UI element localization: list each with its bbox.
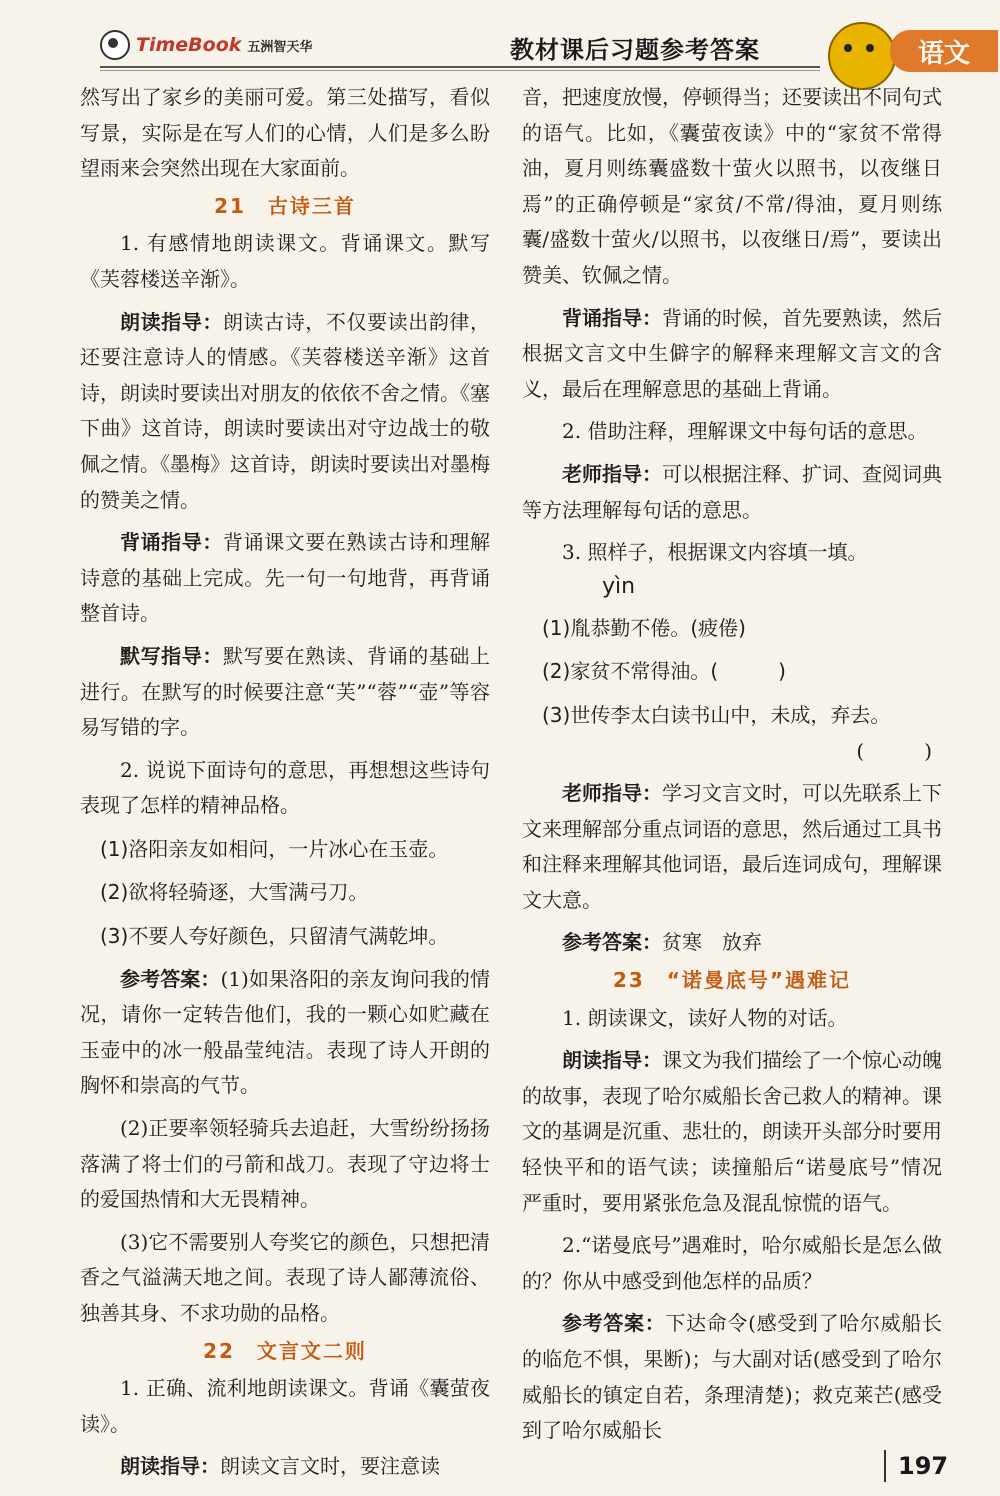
answer-21-3: (3)它不需要别人夸奖它的颜色，只想把清香之气溢满天地之间。表现了诗人鄙薄流俗、独善其身、不求功勋的品格。 — [80, 1229, 490, 1325]
answer-label: 参考答案： — [120, 966, 221, 991]
guide-text: 背诵课文要在熟读古诗和理解诗意的基础上完成。先一句一句地背，再背诵整首诗。 — [80, 530, 491, 626]
question-22-2: 2. 借助注释，理解课文中每句话的意思。 — [562, 419, 928, 444]
recite-guide-22 — [522, 301, 942, 408]
answer-label: 参考答案： — [562, 1311, 666, 1336]
guide-text: 背诵的时候，首先要熟读，然后根据文言文中生僻字的解释来理解文言文的含义，最后在理解意思的基础上背诵。 — [522, 305, 942, 401]
guide-text: 朗读文言文时，要注意读 — [220, 1454, 440, 1479]
intro-paragraph: 然写出了家乡的美丽可爱。第三处描写，看似写景，实际是在写人们的心情，人们是多么盼望雨来会突然出现在大家面前。 — [80, 85, 490, 181]
poem-line-2: (2)欲将轻骑逐，大雪满弓刀。 — [100, 880, 369, 905]
section-22-title: 22 文言文二则 — [203, 1338, 367, 1363]
section-21-title: 21 古诗三首 — [214, 193, 356, 218]
poem-line-3: (3)不要人夸好颜色，只留清气满乾坤。 — [100, 924, 449, 949]
answer-text: (1)如果洛阳的亲友询问我的情况，请你一定转告他们，我的一颗心如贮藏在玉壶中的冰一般晶莹纯洁。表现了诗人开朗的胸怀和崇高的气节。 — [80, 966, 490, 1098]
teacher-guide — [522, 457, 942, 528]
guide-label: 朗读指导： — [120, 1454, 220, 1479]
continued-paragraph: 音，把速度放慢，停顿得当；还要读出不同句式的语气。比如，《囊萤夜读》中的“家贫不常得油，夏月则练囊盛数十萤火以照书，以夜继日焉”的正确停顿是“家贫/不常/得油，夏月则练囊/盛数十萤火/以照书，以夜继日/焉”，要读出赞美、钦佩之情。 — [522, 85, 942, 287]
page-header — [0, 0, 1000, 82]
answer-21-2: (2)正要率领轻骑兵去追赶，大雪纷纷扬扬落满了将士们的弓箭和战刀。表现了守边将士的爱国热情和大无畏精神。 — [80, 1116, 490, 1212]
page-title: 教材课后习题参考答案 — [510, 36, 760, 64]
header-divider — [100, 66, 820, 68]
question-23-1: 1. 朗读课文，读好人物的对话。 — [562, 1005, 848, 1030]
brand-subtitle: 五洲智天华 — [247, 39, 313, 55]
fill-item-3: (3)世传李太白读书山中，未成，弃去。 — [542, 702, 891, 727]
answer-23 — [522, 1306, 942, 1448]
header-divider-thin — [100, 70, 820, 71]
answer-text: 贫寒 放弃 — [662, 930, 762, 955]
reading-guide — [80, 305, 490, 519]
guide-label: 老师指导： — [562, 781, 662, 806]
answer-21-1 — [80, 962, 490, 1104]
guide-label: 朗读指导： — [562, 1048, 662, 1073]
question-23-2: 2.“诺曼底号”遇难时，哈尔威船长是怎么做的？你从中感受到他怎样的品质？ — [522, 1233, 942, 1293]
left-column — [80, 80, 490, 1485]
reading-guide-22 — [80, 1449, 490, 1485]
brand-name: TimeBook — [136, 34, 242, 56]
guide-text: 默写要在熟读、背诵的基础上进行。在默写的时候要注意“芙”“蓉”“壶”等容易写错的字。 — [80, 643, 491, 740]
fill-item-1: (1)胤恭勤不倦。(疲倦) — [542, 615, 746, 640]
fill-item-2: (2)家贫不常得油。( ) — [542, 659, 786, 684]
soccer-ball-icon — [100, 30, 130, 60]
guide-label: 背诵指导： — [120, 530, 223, 555]
pinyin-annotation: yìn — [602, 573, 636, 599]
dictation-guide — [80, 639, 490, 746]
fill-blank: ( ) — [856, 738, 932, 763]
question-22-1: 1. 正确、流利地朗读课文。背诵《囊萤夜读》。 — [80, 1376, 490, 1436]
guide-label: 朗读指导： — [120, 309, 223, 334]
teacher-guide-2 — [522, 776, 942, 918]
question-21-1: 1. 有感情地朗读课文。背诵课文。默写《芙蓉楼送辛渐》。 — [80, 231, 490, 291]
recite-guide — [80, 525, 490, 632]
poem-line-1: (1)洛阳亲友如相问，一片冰心在玉壶。 — [100, 836, 449, 861]
guide-label: 默写指导： — [120, 643, 223, 668]
reading-guide-23 — [522, 1043, 942, 1221]
section-23-title: 23 “诺曼底号”遇难记 — [612, 968, 852, 993]
guide-text: 可以根据注释、扩词、查阅词典等方法理解每句话的意思。 — [522, 461, 942, 522]
answer-text: 下达命令(感受到了哈尔威船长的临危不惧，果断)；与大副对话(感受到了哈尔威船长的镇定自若，条理清楚)；救克莱芒(感受到了哈尔威船长 — [522, 1311, 942, 1443]
guide-text: 课文为我们描绘了一个惊心动魄的故事，表现了哈尔威船长舍己救人的精神。课文的基调是沉重、悲壮的，朗读开头部分时要用轻快平和的语气读；读撞船后“诺曼底号”情况严重时，要用紧张危急及混乱惊慌的语气。 — [522, 1048, 942, 1215]
question-22-3: 3. 照样子，根据课文内容填一填。 — [562, 540, 868, 565]
guide-label: 老师指导： — [562, 461, 662, 486]
subject-tab: 语文 — [890, 30, 998, 72]
guide-label: 背诵指导： — [562, 305, 662, 330]
answer-label: 参考答案： — [562, 930, 662, 955]
answer-22 — [522, 925, 942, 961]
page-number-bar — [884, 1450, 886, 1482]
guide-text: 朗读古诗，不仅要读出韵律，还要注意诗人的情感。《芙蓉楼送辛渐》这首诗，朗读时要读出对朋友的依依不舍之情。《塞下曲》这首诗，朗读时要读出对守边战士的敬佩之情。《墨梅》这首诗，朗读时要读出对墨梅的赞美之情。 — [80, 309, 491, 512]
publisher-logo — [100, 30, 312, 60]
guide-text: 学习文言文时，可以先联系上下文来理解部分重点词语的意思，然后通过工具书和注释来理解其他词语，最后连词成句，理解课文大意。 — [522, 781, 942, 912]
question-21-2: 2. 说说下面诗句的意思，再想想这些诗句表现了怎样的精神品格。 — [80, 757, 490, 818]
page-number: 197 — [898, 1452, 949, 1480]
right-column — [522, 80, 942, 1449]
